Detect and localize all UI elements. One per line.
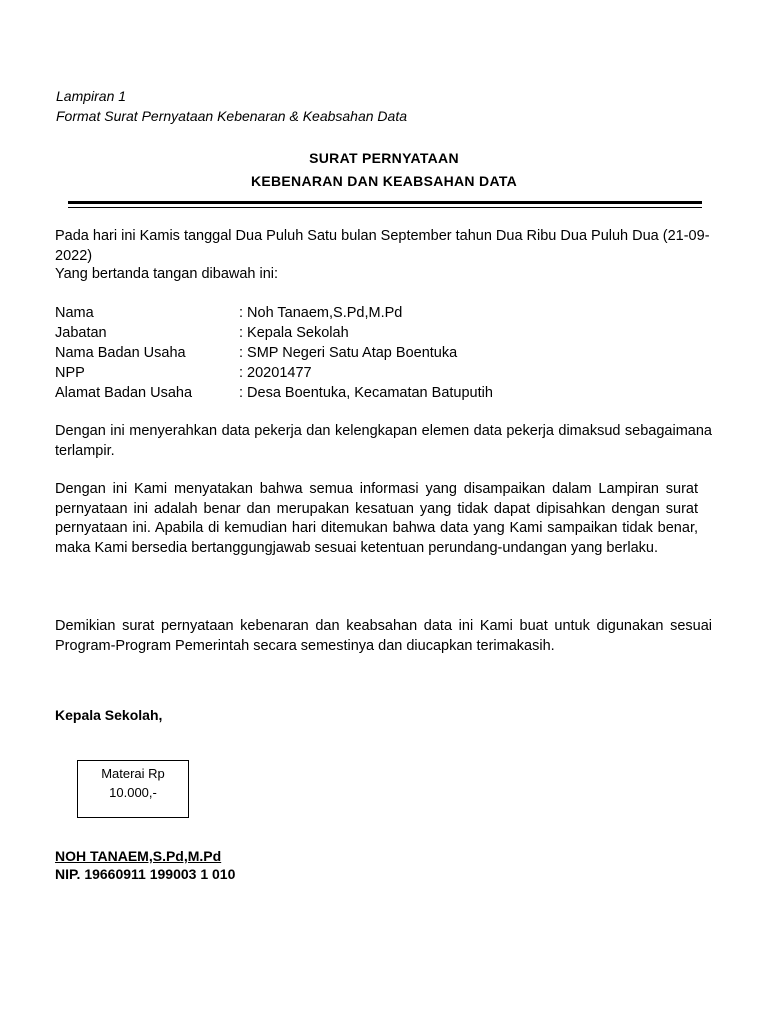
signatory-intro: Yang bertanda tangan dibawah ini: [55,266,279,282]
attachment-number: Lampiran 1 [56,88,127,104]
attachment-format: Format Surat Pernyataan Kebenaran & Keabsahan Data [56,108,407,124]
detail-label: Nama [55,305,94,321]
detail-value: : Noh Tanaem,S.Pd,M.Pd [239,305,403,321]
detail-row-npp [55,363,493,383]
signer-position: Kepala Sekolah, [55,707,163,723]
signatory-details [55,303,493,403]
detail-value: : SMP Negeri Satu Atap Boentuka [239,345,458,361]
detail-label: NPP [55,365,85,381]
detail-label: Alamat Badan Usaha [55,385,193,401]
letter-subtitle: KEBENARAN DAN KEABSAHAN DATA [250,173,518,189]
paragraph-declaration: Dengan ini Kami menyatakan bahwa semua informasi yang disampaikan dalam Lampiran surat pernyataan ini adalah benar dan merupakan kesatuan yang tidak dapat dipisahkan dengan surat pernyataan ini. Apabila di kemudian hari ditemukan bahwa data yang Kami sampaikan tidak benar, maka Kami bersedia bertanggungjawab sesuai ketentuan perundang-undangan yang berlaku. [55,481,698,556]
stamp-duty-amount: 10.000,- [109,785,157,800]
detail-label: Nama Badan Usaha [55,345,186,361]
detail-value: : Kepala Sekolah [239,325,349,341]
letter-title: SURAT PERNYATAAN [309,150,459,166]
signer-nip: NIP. 19660911 199003 1 010 [55,866,236,882]
title-divider-thick [68,201,702,204]
stamp-duty-box [77,760,189,818]
detail-value: : Desa Boentuka, Kecamatan Batuputih [239,385,493,401]
detail-row-jabatan [55,323,493,343]
detail-value: : 20201477 [239,365,312,381]
paragraph-closing: Demikian surat pernyataan kebenaran dan keabsahan data ini Kami buat untuk digunakan sesuai Program-Program Pemerintah secara semestinya dan diucapkan terimakasih. [55,618,712,654]
paragraph-submission: Dengan ini menyerahkan data pekerja dan kelengkapan elemen data pekerja dimaksud sebagaimana terlampir. [55,423,712,459]
stamp-duty-label: Materai Rp [101,766,165,781]
detail-row-nama [55,303,493,323]
detail-row-badan-usaha [55,343,493,363]
detail-label: Jabatan [55,325,107,341]
detail-row-alamat [55,383,493,403]
opening-statement: Pada hari ini Kamis tanggal Dua Puluh Satu bulan September tahun Dua Ribu Dua Puluh Dua (21-09-2022) [55,228,710,264]
title-divider-thin [68,207,702,208]
attachment-header [56,86,407,126]
signer-name: NOH TANAEM,S.Pd,M.Pd [55,848,222,864]
